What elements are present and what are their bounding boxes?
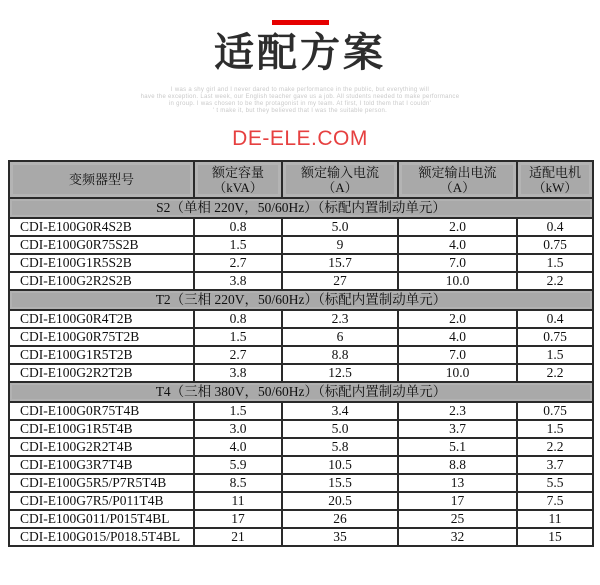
header-row xyxy=(9,161,593,198)
column-header-unit: （kW） xyxy=(532,179,578,195)
value-cell: 10.5 xyxy=(282,456,398,474)
section-header-row xyxy=(9,290,593,310)
value-cell: 15 xyxy=(517,528,593,546)
value-cell: 1.5 xyxy=(194,236,282,254)
watermark-line: ' t make it, but they believed that I was the suitable person. xyxy=(212,108,388,114)
watermark-line: I was a shy girl and I never dared to make performance in the public, but everything will xyxy=(170,87,430,93)
value-cell: 2.7 xyxy=(194,254,282,272)
model-cell: CDI-E100G2R2T2B xyxy=(9,364,194,382)
column-header-label: 额定输入电流 xyxy=(300,164,379,180)
column-header-unit: （A） xyxy=(322,179,358,195)
model-cell: CDI-E100G2R2S2B xyxy=(9,272,194,290)
table-row xyxy=(9,328,593,346)
section-header-row xyxy=(9,198,593,218)
model-cell: CDI-E100G0R75T2B xyxy=(9,328,194,346)
value-cell: 1.5 xyxy=(517,346,593,364)
value-cell: 4.0 xyxy=(398,236,517,254)
model-cell: CDI-E100G1R5T4B xyxy=(9,420,194,438)
watermark-line: have the exception. Last week, our English teacher gave us a job. All students needed to make performance xyxy=(140,94,460,100)
value-cell: 1.5 xyxy=(194,402,282,420)
value-cell: 5.0 xyxy=(282,218,398,236)
value-cell: 17 xyxy=(398,492,517,510)
value-cell: 35 xyxy=(282,528,398,546)
section-title: T4（三相 380V，50/60Hz）（标配内置制动单元） xyxy=(9,382,593,402)
model-cell: CDI-E100G0R75S2B xyxy=(9,236,194,254)
value-cell: 1.5 xyxy=(194,328,282,346)
value-cell: 15.7 xyxy=(282,254,398,272)
value-cell: 7.0 xyxy=(398,254,517,272)
model-cell: CDI-E100G0R4T2B xyxy=(9,310,194,328)
column-header xyxy=(9,161,194,198)
value-cell: 3.8 xyxy=(194,272,282,290)
value-cell: 1.5 xyxy=(517,420,593,438)
value-cell: 5.5 xyxy=(517,474,593,492)
value-cell: 25 xyxy=(398,510,517,528)
value-cell: 5.1 xyxy=(398,438,517,456)
watermark-text xyxy=(0,87,600,115)
model-cell: CDI-E100G011/P015T4BL xyxy=(9,510,194,528)
value-cell: 4.0 xyxy=(398,328,517,346)
value-cell: 11 xyxy=(517,510,593,528)
model-cell: CDI-E100G2R2T4B xyxy=(9,438,194,456)
value-cell: 26 xyxy=(282,510,398,528)
value-cell: 2.7 xyxy=(194,346,282,364)
value-cell: 2.0 xyxy=(398,310,517,328)
value-cell: 3.7 xyxy=(398,420,517,438)
table-row xyxy=(9,218,593,236)
value-cell: 0.75 xyxy=(517,328,593,346)
value-cell: 6 xyxy=(282,328,398,346)
value-cell: 21 xyxy=(194,528,282,546)
section-header-row xyxy=(9,382,593,402)
table-row xyxy=(9,492,593,510)
site-name: DE-ELE.COM xyxy=(232,127,368,150)
table-row xyxy=(9,510,593,528)
value-cell: 3.4 xyxy=(282,402,398,420)
section-title: T2（三相 220V，50/60Hz）（标配内置制动单元） xyxy=(9,290,593,310)
spec-table-container xyxy=(8,160,592,547)
model-cell: CDI-E100G1R5S2B xyxy=(9,254,194,272)
model-cell: CDI-E100G015/P018.5T4BL xyxy=(9,528,194,546)
spec-table-body xyxy=(9,198,593,546)
value-cell: 1.5 xyxy=(517,254,593,272)
value-cell: 11 xyxy=(194,492,282,510)
value-cell: 2.0 xyxy=(398,218,517,236)
table-row xyxy=(9,254,593,272)
page-title: 适配方案 xyxy=(214,31,386,75)
model-cell: CDI-E100G3R7T4B xyxy=(9,456,194,474)
value-cell: 9 xyxy=(282,236,398,254)
model-cell: CDI-E100G7R5/P011T4B xyxy=(9,492,194,510)
spec-table-head xyxy=(9,161,593,198)
table-row xyxy=(9,364,593,382)
table-row xyxy=(9,456,593,474)
value-cell: 10.0 xyxy=(398,364,517,382)
table-row xyxy=(9,420,593,438)
table-row xyxy=(9,346,593,364)
value-cell: 13 xyxy=(398,474,517,492)
table-row xyxy=(9,402,593,420)
value-cell: 17 xyxy=(194,510,282,528)
value-cell: 27 xyxy=(282,272,398,290)
table-row xyxy=(9,528,593,546)
value-cell: 7.0 xyxy=(398,346,517,364)
value-cell: 2.3 xyxy=(398,402,517,420)
model-cell: CDI-E100G5R5/P7R5T4B xyxy=(9,474,194,492)
value-cell: 0.8 xyxy=(194,218,282,236)
model-cell: CDI-E100G0R75T4B xyxy=(9,402,194,420)
value-cell: 5.0 xyxy=(282,420,398,438)
table-row xyxy=(9,474,593,492)
column-header xyxy=(398,161,517,198)
value-cell: 32 xyxy=(398,528,517,546)
value-cell: 0.4 xyxy=(517,310,593,328)
value-cell: 3.8 xyxy=(194,364,282,382)
value-cell: 0.75 xyxy=(517,236,593,254)
title-accent-bar xyxy=(272,20,329,25)
value-cell: 12.5 xyxy=(282,364,398,382)
value-cell: 8.5 xyxy=(194,474,282,492)
column-header xyxy=(282,161,398,198)
table-row xyxy=(9,438,593,456)
value-cell: 0.8 xyxy=(194,310,282,328)
value-cell: 5.8 xyxy=(282,438,398,456)
value-cell: 2.3 xyxy=(282,310,398,328)
value-cell: 4.0 xyxy=(194,438,282,456)
value-cell: 2.2 xyxy=(517,364,593,382)
value-cell: 3.7 xyxy=(517,456,593,474)
column-header-label: 额定容量 xyxy=(211,164,264,180)
column-header xyxy=(194,161,282,198)
table-row xyxy=(9,236,593,254)
value-cell: 5.9 xyxy=(194,456,282,474)
section-title: S2（单相 220V，50/60Hz）（标配内置制动单元） xyxy=(9,198,593,218)
value-cell: 0.4 xyxy=(517,218,593,236)
table-row xyxy=(9,310,593,328)
column-header-label: 额定输出电流 xyxy=(418,164,497,180)
value-cell: 8.8 xyxy=(282,346,398,364)
watermark-line: in group. I was chosen to be the protagonist in my team. At first, I told them that I couldn' xyxy=(168,101,432,107)
column-header-unit: （kVA） xyxy=(213,179,263,195)
table-row xyxy=(9,272,593,290)
value-cell: 0.75 xyxy=(517,402,593,420)
spec-table xyxy=(8,160,594,547)
value-cell: 15.5 xyxy=(282,474,398,492)
value-cell: 7.5 xyxy=(517,492,593,510)
model-cell: CDI-E100G0R4S2B xyxy=(9,218,194,236)
model-cell: CDI-E100G1R5T2B xyxy=(9,346,194,364)
column-header-label: 适配电机 xyxy=(528,164,581,180)
value-cell: 8.8 xyxy=(398,456,517,474)
column-header xyxy=(517,161,593,198)
value-cell: 20.5 xyxy=(282,492,398,510)
value-cell: 2.2 xyxy=(517,438,593,456)
column-header-label: 变频器型号 xyxy=(68,172,134,187)
value-cell: 10.0 xyxy=(398,272,517,290)
column-header-unit: （A） xyxy=(439,179,476,195)
value-cell: 2.2 xyxy=(517,272,593,290)
value-cell: 3.0 xyxy=(194,420,282,438)
